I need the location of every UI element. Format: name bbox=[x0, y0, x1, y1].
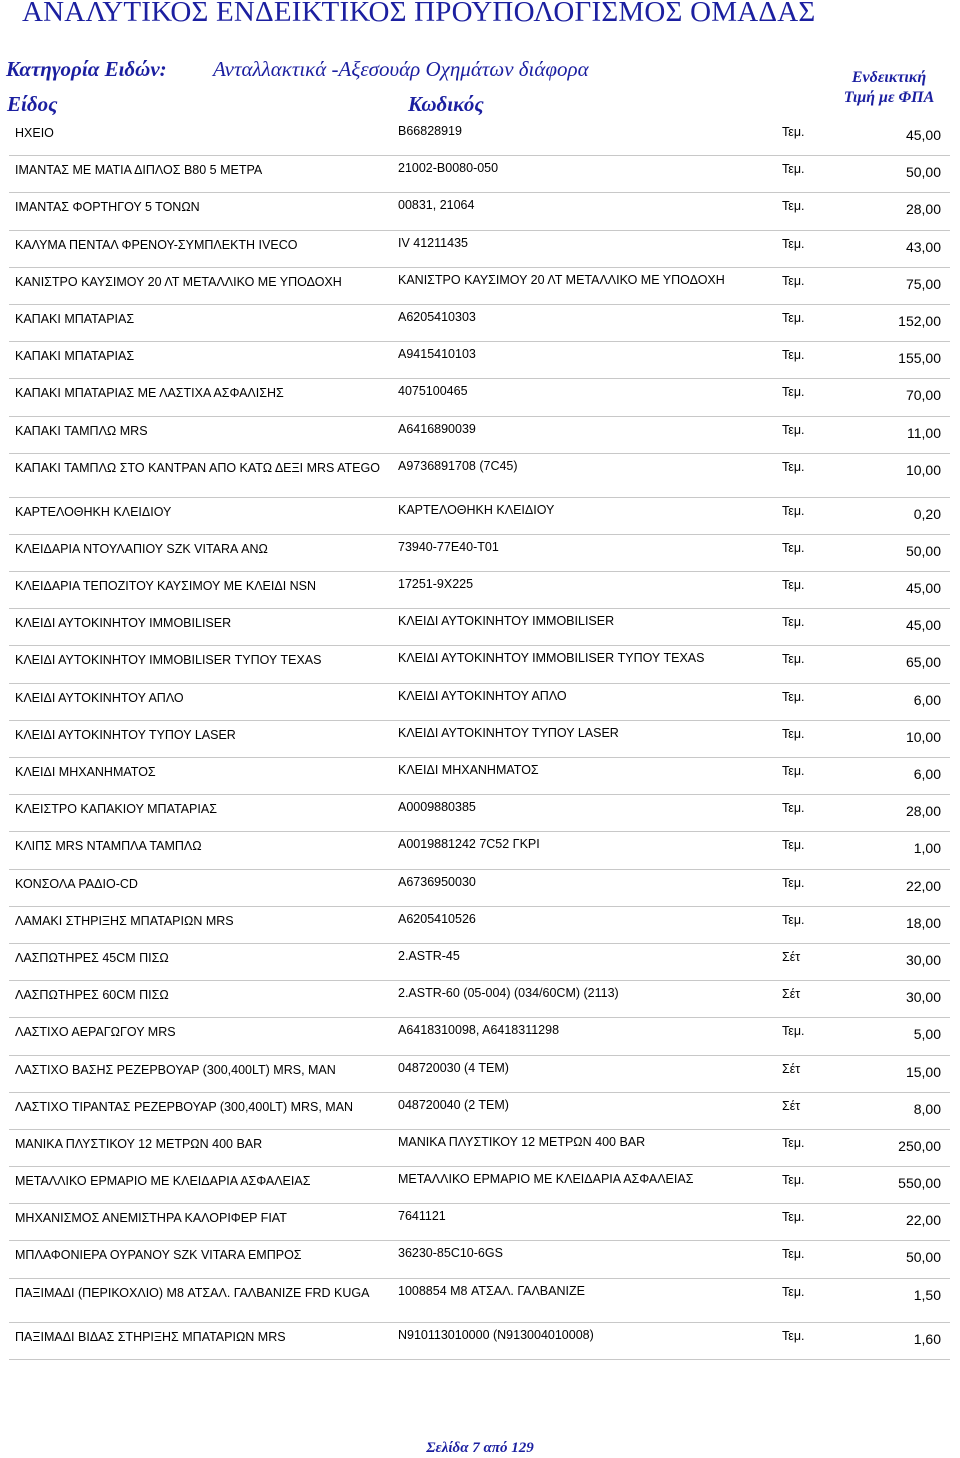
item-code: ΚΛΕΙΔΙ ΑΥΤΟΚΙΝΗΤΟΥ ΤΥΠΟΥ LASER bbox=[398, 725, 619, 740]
items-table bbox=[9, 119, 950, 1360]
item-unit: Τεμ. bbox=[782, 1173, 805, 1188]
item-unit: Τεμ. bbox=[782, 875, 805, 890]
item-unit: Τεμ. bbox=[782, 801, 805, 816]
item-code: A6736950030 bbox=[398, 874, 476, 889]
table-row bbox=[9, 1093, 950, 1130]
item-code: 00831, 21064 bbox=[398, 198, 475, 213]
item-unit: Τεμ. bbox=[782, 199, 805, 214]
item-name: ΠΑΞΙΜΑΔΙ (ΠΕΡΙΚΟΧΛΙΟ) M8 ΑΤΣΑΛ. ΓΑΛΒΑΝΙΖΕ FRD KUGA bbox=[15, 1285, 370, 1300]
item-price: 1,50 bbox=[913, 1286, 941, 1303]
item-unit: Τεμ. bbox=[782, 1135, 805, 1150]
item-code: A6205410526 bbox=[398, 911, 476, 926]
table-row bbox=[9, 1018, 950, 1055]
item-name: ΚΑΠΑΚΙ ΜΠΑΤΑΡΙΑΣ bbox=[15, 311, 135, 326]
item-code: ΜΕΤΑΛΛΙΚΟ ΕΡΜΑΡΙΟ ΜΕ ΚΛΕΙΔΑΡΙΑ ΑΣΦΑΛΕΙΑΣ bbox=[398, 1172, 694, 1187]
item-unit: Τεμ. bbox=[782, 838, 805, 853]
item-name: ΚΛΕΙΔΑΡΙΑ ΤΕΠΟΖΙΤΟΥ ΚΑΥΣΙΜΟΥ ΜΕ ΚΛΕΙΔΙ NSN bbox=[15, 579, 317, 594]
item-price: 550,00 bbox=[898, 1175, 941, 1192]
item-unit: Τεμ. bbox=[782, 162, 805, 177]
item-name: ΚΛΕΙΔΙ ΑΥΤΟΚΙΝΗΤΟΥ ΤΥΠΟΥ LASER bbox=[15, 727, 236, 742]
item-price: 22,00 bbox=[905, 1212, 941, 1229]
item-price: 11,00 bbox=[907, 424, 941, 441]
item-code: A6205410303 bbox=[398, 309, 476, 324]
item-name: ΗΧΕΙΟ bbox=[15, 126, 54, 140]
item-name: ΚΑΠΑΚΙ ΜΠΑΤΑΡΙΑΣ ΜΕ ΛΑΣΤΙΧΑ ΑΣΦΑΛΙΣΗΣ bbox=[15, 386, 284, 401]
column-header-item: Είδος bbox=[7, 92, 58, 116]
item-code: ΚΛΕΙΔΙ ΑΥΤΟΚΙΝΗΤΟΥ ΑΠΛΟ bbox=[398, 688, 567, 703]
item-name: ΛΑΣΤΙΧΟ ΤΙΡΑΝΤΑΣ ΡΕΖΕΡΒΟΥΑΡ (300,400LT) MRS, MAN bbox=[15, 1099, 354, 1114]
table-row bbox=[9, 609, 950, 646]
item-name: ΚΑΠΑΚΙ ΤΑΜΠΛΩ MRS bbox=[15, 423, 148, 438]
item-unit: Τεμ. bbox=[782, 503, 805, 518]
table-row bbox=[9, 572, 950, 609]
table-row bbox=[9, 1130, 950, 1167]
item-price: 152,00 bbox=[898, 312, 941, 329]
column-header-code: Κωδικός bbox=[408, 92, 484, 116]
table-row bbox=[9, 535, 950, 572]
item-name: ΜΑΝΙΚΑ ΠΛΥΣΤΙΚΟΥ 12 ΜΕΤΡΩΝ 400 BAR bbox=[15, 1136, 263, 1151]
item-unit: Τεμ. bbox=[782, 1284, 805, 1299]
item-name: ΚΑΠΑΚΙ ΜΠΑΤΑΡΙΑΣ bbox=[15, 349, 135, 364]
item-name: ΚΛΕΙΔΙ ΑΥΤΟΚΙΝΗΤΟΥ IMMOBILISER bbox=[15, 616, 232, 631]
item-code: 2.ASTR-45 bbox=[398, 948, 460, 963]
item-name: ΜΗΧΑΝΙΣΜΟΣ ΑΝΕΜΙΣΤΗΡΑ ΚΑΛΟΡΙΦΕΡ FIAT bbox=[15, 1211, 287, 1226]
item-code: B66828919 bbox=[398, 124, 462, 138]
item-code: 048720040 (2 TEM) bbox=[398, 1097, 509, 1112]
item-name: ΚΛΕΙΔΙ ΑΥΤΟΚΙΝΗΤΟΥ IMMOBILISER ΤΥΠΟΥ TEXAS bbox=[15, 653, 322, 668]
item-price: 18,00 bbox=[905, 914, 941, 931]
table-row bbox=[9, 119, 950, 156]
item-unit: Τεμ. bbox=[782, 652, 805, 667]
item-name: ΚΑΡΤΕΛΟΘΗΚΗ ΚΛΕΙΔΙΟΥ bbox=[15, 504, 172, 519]
item-name: ΛΑΣΤΙΧΟ ΑΕΡΑΓΩΓΟΥ MRS bbox=[15, 1025, 176, 1040]
item-unit: Τεμ. bbox=[782, 1328, 805, 1343]
table-row bbox=[9, 454, 950, 498]
item-price: 6,00 bbox=[913, 766, 941, 782]
item-name: ΚΑΠΑΚΙ ΤΑΜΠΛΩ ΣΤΟ ΚΑΝΤΡΑΝ ΑΠΟ ΚΑΤΩ ΔΕΞΙ MRS ATEGO bbox=[15, 460, 380, 475]
item-unit: Τεμ. bbox=[782, 912, 805, 927]
table-row bbox=[9, 758, 950, 795]
item-name: ΚΑΝΙΣΤΡΟ ΚΑΥΣΙΜΟΥ 20 ΛΤ ΜΕΤΑΛΛΙΚΟ ΜΕ ΥΠΟΔΟΧΗ bbox=[15, 274, 342, 289]
item-name: ΛΑΣΤΙΧΟ ΒΑΣΗΣ ΡΕΖΕΡΒΟΥΑΡ (300,400LT) MRS, MAN bbox=[15, 1062, 336, 1077]
item-price: 65,00 bbox=[905, 654, 941, 671]
item-code: 4075100465 bbox=[398, 384, 468, 399]
table-row bbox=[9, 156, 950, 193]
table-row bbox=[9, 1279, 950, 1323]
table-row bbox=[9, 1056, 950, 1093]
table-row bbox=[9, 498, 950, 535]
item-name: ΚΛΕΙΔΙ ΑΥΤΟΚΙΝΗΤΟΥ ΑΠΛΟ bbox=[15, 690, 184, 705]
item-name: ΛΑΣΠΩΤΗΡΕΣ 60CM ΠΙΣΩ bbox=[15, 988, 169, 1003]
item-name: ΙΜΑΝΤΑΣ ΜΕ ΜΑΤΙΑ ΔΙΠΛΟΣ Β80 5 ΜΕΤΡΑ bbox=[15, 163, 263, 178]
table-row bbox=[9, 907, 950, 944]
item-code: 1008854 M8 ΑΤΣΑΛ. ΓΑΛΒΑΝΙΖΕ bbox=[398, 1283, 585, 1298]
item-unit: Σέτ bbox=[782, 987, 801, 1002]
item-price: 28,00 bbox=[905, 803, 941, 820]
table-row bbox=[9, 721, 950, 758]
table-row bbox=[9, 1323, 950, 1360]
item-code: 73940-77E40-T01 bbox=[398, 539, 499, 554]
item-code: 7641121 bbox=[398, 1209, 446, 1224]
item-unit: Τεμ. bbox=[782, 348, 805, 363]
item-code: 36230-85C10-6GS bbox=[398, 1246, 503, 1261]
item-unit: Τεμ. bbox=[782, 236, 805, 251]
item-name: ΚΟΝΣΟΛΑ ΡΑΔΙΟ-CD bbox=[15, 876, 138, 891]
item-code: ΚΛΕΙΔΙ ΜΗΧΑΝΗΜΑΤΟΣ bbox=[398, 763, 539, 777]
item-price: 30,00 bbox=[905, 951, 941, 968]
item-price: 10,00 bbox=[905, 728, 941, 745]
item-unit: Τεμ. bbox=[782, 459, 805, 474]
item-unit: Τεμ. bbox=[782, 1024, 805, 1039]
item-name: ΚΛΕΙΔΑΡΙΑ ΝΤΟΥΛΑΠΙΟΥ SZK VITARA ΑΝΩ bbox=[15, 541, 268, 556]
item-unit: Τεμ. bbox=[782, 1210, 805, 1225]
item-price: 75,00 bbox=[905, 275, 941, 292]
table-row bbox=[9, 944, 950, 981]
item-unit: Τεμ. bbox=[782, 615, 805, 630]
item-price: 45,00 bbox=[905, 617, 941, 634]
item-price: 43,00 bbox=[905, 238, 941, 255]
item-unit: Σέτ bbox=[782, 949, 801, 964]
table-row bbox=[9, 684, 950, 721]
item-name: ΛΑΣΠΩΤΗΡΕΣ 45CM ΠΙΣΩ bbox=[15, 950, 169, 965]
item-price: 50,00 bbox=[905, 542, 941, 559]
item-unit: Τεμ. bbox=[782, 125, 805, 139]
column-header-price bbox=[824, 68, 954, 108]
item-unit: Τεμ. bbox=[782, 385, 805, 400]
item-price: 155,00 bbox=[898, 350, 941, 367]
table-row bbox=[9, 305, 950, 342]
item-unit: Τεμ. bbox=[782, 273, 805, 288]
item-name: ΜΠΛΑΦΟΝΙΕΡΑ ΟΥΡΑΝΟΥ SZK VITARA ΕΜΠΡΟΣ bbox=[15, 1248, 302, 1263]
item-code: A6416890039 bbox=[398, 421, 476, 436]
item-unit: Τεμ. bbox=[782, 764, 805, 778]
item-price: 50,00 bbox=[905, 164, 941, 181]
item-price: 30,00 bbox=[905, 989, 941, 1006]
item-unit: Τεμ. bbox=[782, 540, 805, 555]
item-price: 28,00 bbox=[905, 201, 941, 218]
column-header-price-line1: Ενδεικτική bbox=[851, 69, 927, 86]
item-code: ΚΑΝΙΣΤΡΟ ΚΑΥΣΙΜΟΥ 20 ΛΤ ΜΕΤΑΛΛΙΚΟ ΜΕ ΥΠΟΔΟΧΗ bbox=[398, 272, 725, 287]
table-row bbox=[9, 832, 950, 869]
item-code: IV 41211435 bbox=[398, 235, 468, 250]
table-row bbox=[9, 193, 950, 230]
item-code: A9736891708 (7C45) bbox=[398, 458, 518, 473]
item-unit: Τεμ. bbox=[782, 578, 805, 593]
table-row bbox=[9, 981, 950, 1018]
item-price: 22,00 bbox=[905, 877, 941, 894]
item-code: ΚΑΡΤΕΛΟΘΗΚΗ ΚΛΕΙΔΙΟΥ bbox=[398, 502, 555, 517]
item-unit: Τεμ. bbox=[782, 689, 805, 704]
item-price: 50,00 bbox=[905, 1249, 941, 1266]
item-price: 8,00 bbox=[913, 1100, 941, 1117]
table-row bbox=[9, 268, 950, 305]
item-price: 45,00 bbox=[905, 127, 941, 143]
item-code: A9415410103 bbox=[398, 347, 476, 362]
item-name: ΜΕΤΑΛΛΙΚΟ ΕΡΜΑΡΙΟ ΜΕ ΚΛΕΙΔΑΡΙΑ ΑΣΦΑΛΕΙΑΣ bbox=[15, 1174, 311, 1189]
table-row bbox=[9, 379, 950, 416]
item-code: N910113010000 (N913004010008) bbox=[398, 1327, 594, 1342]
item-price: 6,00 bbox=[913, 691, 941, 708]
item-unit: Σέτ bbox=[782, 1061, 801, 1076]
item-code: ΚΛΕΙΔΙ ΑΥΤΟΚΙΝΗΤΟΥ IMMOBILISER ΤΥΠΟΥ TEXAS bbox=[398, 651, 705, 666]
table-row bbox=[9, 231, 950, 268]
table-row bbox=[9, 417, 950, 454]
item-name: ΚΛΕΙΔΙ ΜΗΧΑΝΗΜΑΤΟΣ bbox=[15, 765, 156, 779]
item-code: 2.ASTR-60 (05-004) (034/60CM) (2113) bbox=[398, 986, 619, 1001]
item-price: 70,00 bbox=[905, 387, 941, 404]
page-number: Σελίδα 7 από 129 bbox=[426, 1440, 534, 1456]
table-row bbox=[9, 342, 950, 379]
item-unit: Τεμ. bbox=[782, 422, 805, 437]
item-unit: Τεμ. bbox=[782, 310, 805, 325]
item-price: 1,60 bbox=[913, 1330, 941, 1347]
item-name: ΚΛΙΠΣ MRS ΝΤΑΜΠΛΑ ΤΑΜΠΛΩ bbox=[15, 839, 202, 854]
item-price: 1,00 bbox=[913, 840, 941, 857]
category-label: Κατηγορία Ειδών: bbox=[6, 57, 167, 81]
table-row bbox=[9, 646, 950, 683]
table-row bbox=[9, 795, 950, 832]
item-unit: Τεμ. bbox=[782, 1247, 805, 1262]
item-code: 17251-9X225 bbox=[398, 577, 474, 592]
item-name: ΚΑΛΥΜΑ ΠΕΝΤΑΛ ΦΡΕΝΟΥ-ΣΥΜΠΛΕΚΤΗ IVECO bbox=[15, 237, 298, 252]
item-code: 048720030 (4 TEM) bbox=[398, 1060, 509, 1075]
item-code: A6418310098, A6418311298 bbox=[398, 1023, 560, 1038]
item-name: ΚΛΕΙΣΤΡΟ ΚΑΠΑΚΙΟΥ ΜΠΑΤΑΡΙΑΣ bbox=[15, 802, 217, 817]
item-name: ΠΑΞΙΜΑΔΙ ΒΙΔΑΣ ΣΤΗΡΙΞΗΣ ΜΠΑΤΑΡΙΩΝ MRS bbox=[15, 1329, 286, 1344]
item-price: 5,00 bbox=[913, 1026, 941, 1043]
item-name: ΙΜΑΝΤΑΣ ΦΟΡΤΗΓΟΥ 5 ΤΟΝΩΝ bbox=[15, 200, 200, 215]
item-code: 21002-B0080-050 bbox=[398, 161, 499, 176]
item-code: A0009880385 bbox=[398, 800, 476, 815]
table-row bbox=[9, 1241, 950, 1278]
item-code: ΚΛΕΙΔΙ ΑΥΤΟΚΙΝΗΤΟΥ IMMOBILISER bbox=[398, 614, 615, 629]
page-title: ΑΝΑΛΥΤΙΚΟΣ ΕΝΔΕΙΚΤΙΚΟΣ ΠΡΟΥΠΟΛΟΓΙΣΜΟΣ ΟΜΑΔΑΣ bbox=[22, 0, 816, 28]
item-code: ΜΑΝΙΚΑ ΠΛΥΣΤΙΚΟΥ 12 ΜΕΤΡΩΝ 400 BAR bbox=[398, 1134, 646, 1149]
item-unit: Σέτ bbox=[782, 1098, 801, 1113]
item-price: 250,00 bbox=[898, 1137, 941, 1154]
table-row bbox=[9, 870, 950, 907]
item-price: 10,00 bbox=[905, 461, 941, 478]
item-price: 45,00 bbox=[905, 580, 941, 597]
item-price: 15,00 bbox=[905, 1063, 941, 1080]
item-unit: Τεμ. bbox=[782, 726, 805, 741]
item-price: 0,20 bbox=[913, 505, 941, 522]
item-name: ΛΑΜΑΚΙ ΣΤΗΡΙΞΗΣ ΜΠΑΤΑΡΙΩΝ MRS bbox=[15, 913, 234, 928]
table-row bbox=[9, 1204, 950, 1241]
column-header-price-line2: Τιμή με ΦΠΑ bbox=[843, 89, 935, 106]
category-value: Ανταλλακτικά -Αξεσουάρ Οχημάτων διάφορα bbox=[213, 57, 589, 81]
table-row bbox=[9, 1167, 950, 1204]
item-code: A0019881242 7C52 ΓΚΡΙ bbox=[398, 837, 540, 852]
